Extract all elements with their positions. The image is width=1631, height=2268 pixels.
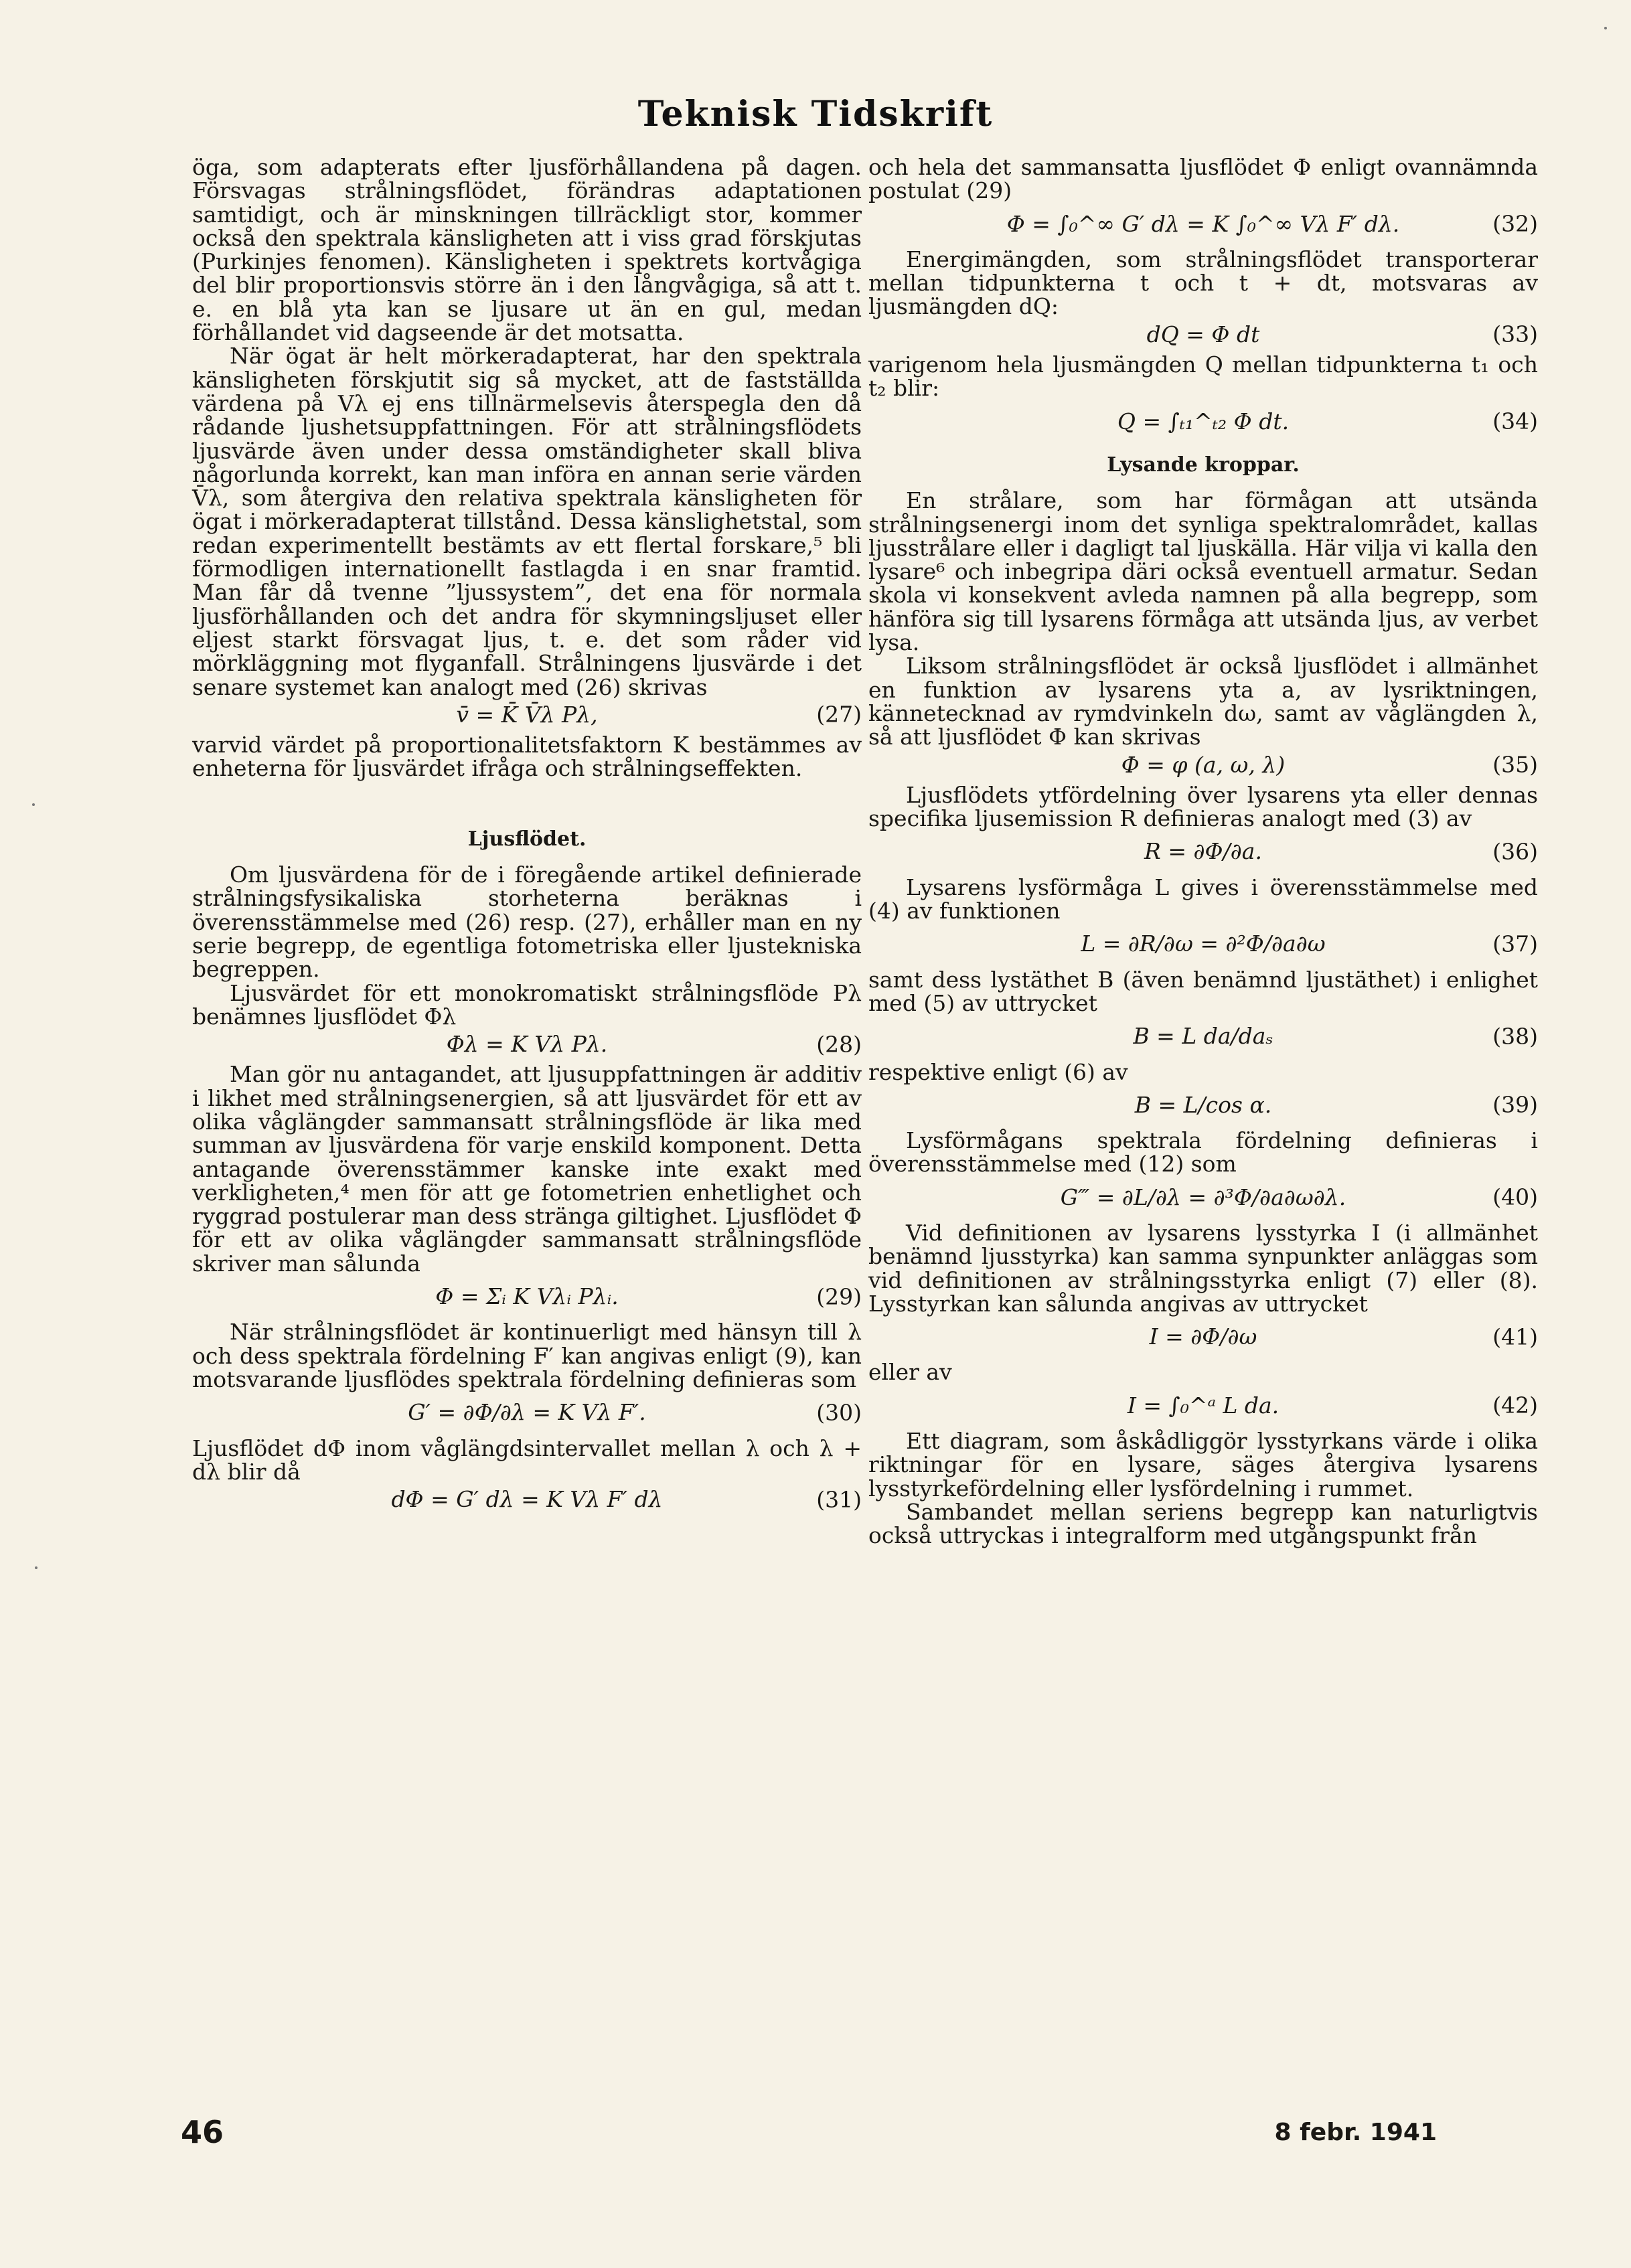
equation-number: (35) bbox=[1492, 751, 1538, 778]
paragraph: samt dess lystäthet B (även benämnd ljustäthet) i enlighet med (5) av uttrycket bbox=[868, 966, 1538, 1016]
paragraph: öga, som adapterats efter ljusförhållandena på dagen. Försvagas strålningsflödet, förändras adaptationen samtidigt, och är minskningen tillräckligt stor, kommer också den spektrala känsligheten att i viss grad förskjutas (Purkinjes fenomen). Känsligheten i spektrets kortvågiga del blir proportionsvis större än i den långvågiga, så att t. e. en blå yta kan se ljusare ut än en gul, medan förhållandet vid dagseende är det motsatta. bbox=[192, 154, 862, 346]
equation bbox=[868, 1388, 1538, 1423]
equation-body: G‴ = ∂L/∂λ = ∂³Φ/∂a∂ω∂λ. bbox=[1060, 1184, 1346, 1210]
paragraph: Om ljusvärdena för de i föregående artikel definierade strålningsfysikaliska storheterna beräknas i överensstämmelse med (26) resp. (27), erhåller man en ny serie begrepp, de egentliga fotometriska eller ljustekniska begreppen. bbox=[192, 862, 862, 983]
paragraph: Lysförmågans spektrala fördelning definieras i överensstämmelse med (12) som bbox=[868, 1127, 1538, 1178]
margin-mark bbox=[1604, 27, 1607, 29]
equation bbox=[868, 1319, 1538, 1354]
paragraph: Man gör nu antagandet, att ljusuppfattningen är additiv i likhet med strålningsenergien, så att ljusvärdet för ett av olika våglängder sammansatt strålningsflöde är lika med summan av ljusvärdena för varje enskild komponent. Detta antagande överensstämmer kanske inte exakt med verkligheten,⁴ men för att ge fotometrien enhetlighet och ryggrad postulerar man dess stränga giltighet. Ljusflödet Φ för ett av olika våglängder sammansatt strålningsflöde skriver man sålunda bbox=[192, 1061, 862, 1277]
equation-body: B = L da/daₛ bbox=[1133, 1023, 1273, 1050]
paragraph: Ljusflödets ytfördelning över lysarens yta eller dennas specifika ljusemission R definieras analogt med (3) av bbox=[868, 781, 1538, 832]
paragraph: Sambandet mellan seriens begrepp kan naturligtvis också uttryckas i integralform med utgångspunkt från bbox=[868, 1498, 1538, 1549]
equation-number: (41) bbox=[1492, 1323, 1538, 1350]
issue-date: 8 febr. 1941 bbox=[1274, 2119, 1437, 2146]
paragraph: varigenom hela ljusmängden Q mellan tidpunkterna t₁ och t₂ blir: bbox=[868, 351, 1538, 402]
left-column bbox=[192, 155, 862, 1518]
equation bbox=[192, 703, 862, 726]
equation-body: G′ = ∂Φ/∂λ = K Vλ F′. bbox=[408, 1399, 646, 1426]
equation-body: I = ∫₀^ᵃ L da. bbox=[1127, 1392, 1279, 1419]
paragraph: När ögat är helt mörkeradapterat, har den spektrala känsligheten förskjutit sig så mycket, att de fastställda värdena på Vλ ej ens tillnärmelsevis återspegla den då rådande ljushetsuppfattningen. För att strålningsflödets ljusvärde även under dessa omständigheter skall bliva någorlunda korrekt, kan man införa en annan serie värden V̄λ, som återgiva den relativa spektrala känsligheten för ögat i mörkeradapterat tillstånd. Dessa känslighetstal, som redan experimentellt bestämts av ett flertal forskare,⁵ bli förmodligen internationellt fastlagda i en snar framtid. Man får då tvenne ”ljussystem”, det ena för normala ljusförhållanden och det andra för skymningsljuset eller eljest starkt försvagat ljus, t. e. det som råder vid mörkläggning mot flyganfall. Strålningens ljusvärde i det senare systemet kan analogt med (26) skrivas bbox=[192, 343, 862, 700]
equation-body: dΦ = G′ dλ = K Vλ F′ dλ bbox=[391, 1486, 663, 1513]
equation-number: (38) bbox=[1492, 1023, 1538, 1050]
paragraph: Ljusvärdet för ett monokromatiskt strålningsflöde Pλ benämnes ljusflödet Φλ bbox=[192, 979, 862, 1030]
paragraph: Vid definitionen av lysarens lysstyrka I (i allmänhet benämnd ljusstyrka) kan samma synpunkter anläggas som vid definitionen av strålningsstyrka enligt (7) eller (8). Lysstyrkan kan sålunda angivas av uttrycket bbox=[868, 1219, 1538, 1317]
equation-body: v̄ = K̄ V̄λ Pλ, bbox=[456, 701, 598, 728]
equation bbox=[192, 1279, 862, 1313]
journal-header: Teknisk Tidskrift bbox=[637, 94, 994, 135]
equation-body: Φ = φ (a, ω, λ) bbox=[1121, 751, 1286, 778]
equation-number: (37) bbox=[1492, 930, 1538, 957]
equation-body: Φ = Σᵢ K Vλᵢ Pλᵢ. bbox=[435, 1283, 619, 1310]
paragraph: varvid värdet på proportionalitetsfaktorn K bestämmes av enheterna för ljusvärdet ifråga och strålningseffekten. bbox=[192, 732, 862, 782]
equation bbox=[868, 404, 1538, 438]
equation-body: Q = ∫ₜ₁^ₜ₂ Φ dt. bbox=[1117, 408, 1290, 434]
paragraph: Liksom strålningsflödet är också ljusflödet i allmänhet en funktion av lysarens yta a, av lysriktningen, kännetecknad av rymdvinkeln dω, samt av våglängden λ, så att ljusflödet Φ kan skrivas bbox=[868, 653, 1538, 750]
right-column bbox=[868, 155, 1538, 1548]
equation bbox=[868, 323, 1538, 346]
equation-number: (40) bbox=[1492, 1184, 1538, 1210]
equation-body: I = ∂Φ/∂ω bbox=[1149, 1323, 1257, 1350]
equation-number: (39) bbox=[1492, 1091, 1538, 1118]
equation bbox=[868, 926, 1538, 961]
section-heading: Ljusflödet. bbox=[467, 827, 587, 851]
paragraph: En strålare, som har förmågan att utsända strålningsenergi inom det synliga spektralområdet, kallas ljusstrålare eller i dagligt tal ljuskälla. Här vilja vi kalla den lysare⁶ och inbegripa däri också eventuell armatur. Sedan skola vi konsekvent avleda namnen på alla begrepp, som hänföra sig till lysarens förmåga att utsända ljus, av verbet lysa. bbox=[868, 487, 1538, 656]
equation-body: Φ = ∫₀^∞ G′ dλ = K ∫₀^∞ Vλ F′ dλ. bbox=[1006, 210, 1400, 237]
equation bbox=[192, 1032, 862, 1056]
equation bbox=[192, 1395, 862, 1429]
equation bbox=[868, 207, 1538, 241]
equation bbox=[868, 1180, 1538, 1214]
equation bbox=[868, 1088, 1538, 1122]
paragraph: eller av bbox=[868, 1359, 952, 1386]
equation bbox=[868, 1019, 1538, 1053]
paragraph: Ett diagram, som åskådliggör lysstyrkans värde i olika riktningar för en lysare, säges återgiva lysarens lysstyrkefördelning eller lysfördelning i rummet. bbox=[868, 1428, 1538, 1502]
equation-body: dQ = Φ dt bbox=[1146, 321, 1260, 347]
paragraph: Energimängden, som strålningsflödet transporterar mellan tidpunkterna t och t + dt, motsvaras av ljusmängden dQ: bbox=[868, 246, 1538, 320]
equation-number: (30) bbox=[816, 1399, 862, 1426]
equation-body: L = ∂R/∂ω = ∂²Φ/∂a∂ω bbox=[1081, 930, 1326, 957]
equation-number: (31) bbox=[816, 1486, 862, 1513]
equation-body: B = L/cos α. bbox=[1134, 1091, 1272, 1118]
page-number: 46 bbox=[181, 2114, 224, 2150]
equation-number: (27) bbox=[816, 701, 862, 728]
equation bbox=[868, 753, 1538, 777]
equation-number: (29) bbox=[816, 1283, 862, 1310]
margin-mark bbox=[35, 1566, 37, 1569]
equation-body: R = ∂Φ/∂a. bbox=[1144, 838, 1262, 865]
paragraph: Ljusflödet dΦ inom våglängdsintervallet mellan λ och λ + dλ blir då bbox=[192, 1435, 862, 1485]
equation bbox=[868, 834, 1538, 868]
paragraph: Lysarens lysförmåga L gives i överensstämmelse med (4) av funktionen bbox=[868, 874, 1538, 924]
paragraph: När strålningsflödet är kontinuerligt med hänsyn till λ och dess spektrala fördelning F′ kan angivas enligt (9), kan motsvarande ljusflödes spektrala fördelning definieras som bbox=[192, 1319, 862, 1392]
equation-number: (33) bbox=[1492, 321, 1538, 347]
paragraph: respektive enligt (6) av bbox=[868, 1058, 1128, 1085]
equation-number: (28) bbox=[816, 1031, 862, 1058]
equation-body: Φλ = K Vλ Pλ. bbox=[446, 1031, 608, 1058]
margin-mark bbox=[32, 803, 35, 806]
paragraph: och hela det sammansatta ljusflödet Φ enligt ovannämnda postulat (29) bbox=[868, 154, 1538, 204]
section-heading: Lysande kroppar. bbox=[1107, 453, 1300, 477]
equation-number: (32) bbox=[1492, 210, 1538, 237]
equation-number: (34) bbox=[1492, 408, 1538, 434]
equation-number: (42) bbox=[1492, 1392, 1538, 1419]
equation-number: (36) bbox=[1492, 838, 1538, 865]
equation bbox=[192, 1487, 862, 1511]
